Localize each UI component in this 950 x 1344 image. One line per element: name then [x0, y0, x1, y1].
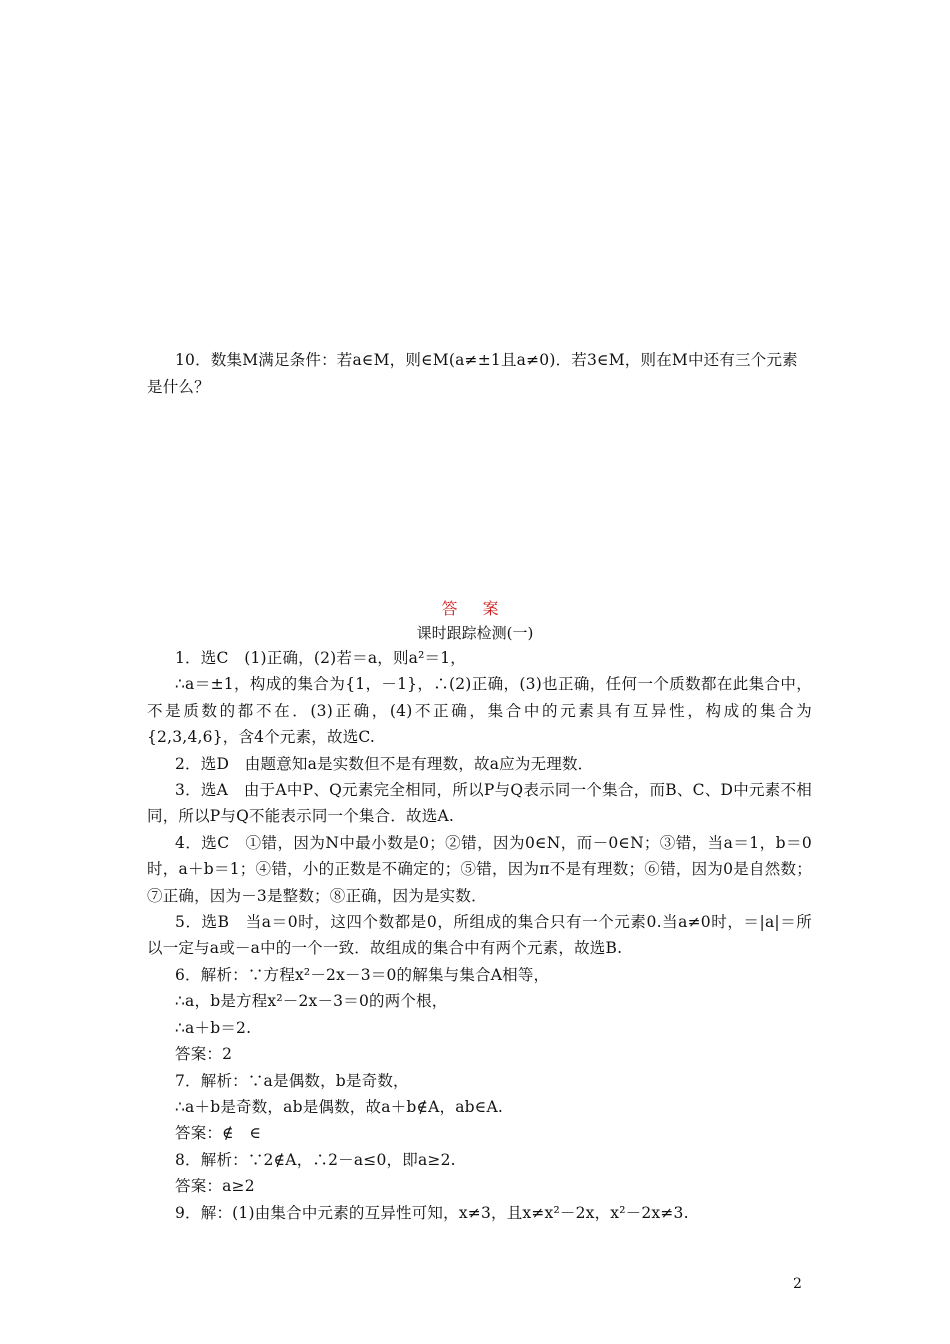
question-10-line2: 是什么？	[147, 378, 210, 396]
answer-item: 7．解析：∵a是偶数，b是奇数，	[175, 1071, 409, 1090]
answers-body	[147, 645, 812, 1226]
answers-subtitle: 课时跟踪检测(一)	[416, 624, 534, 642]
answer-item: 6．解析：∵方程x²－2x－3＝0的解集与集合A相等，	[175, 965, 550, 984]
answer-item: 答案：a≥2	[175, 1177, 255, 1196]
answer-item: ∴a，b是方程x²－2x－3＝0的两个根，	[175, 992, 448, 1011]
answer-item: 4．选C ①错，因为N中最小数是0；②错，因为0∈N，而－0∈N；③错，当a＝1，b＝0时，a＋b＝1；④错，小的正数是不确定的；⑤错，因为π不是有理数；⑥错，因为0是自然数；⑦正确，因为－3是整数；⑧正确，因为是实数．	[147, 833, 812, 905]
question-10	[147, 347, 812, 401]
answer-item: 答案：2	[175, 1045, 233, 1064]
answer-item: 答案：∉ ∈	[175, 1124, 262, 1143]
answer-item: ∴a＋b＝2.	[175, 1018, 252, 1037]
question-10-line1: 10．数集M满足条件：若a∈M，则∈M(a≠±1且a≠0)．若3∈M，则在M中还有三个元素	[175, 351, 798, 369]
answer-item: ∴a＋b是奇数，ab是偶数，故a＋b∉A，ab∈A.	[175, 1097, 503, 1116]
answer-item: 3．选A 由于A中P、Q元素完全相同，所以P与Q表示同一个集合，而B、C、D中元素不相同，所以P与Q不能表示同一个集合．故选A.	[147, 781, 812, 826]
answer-item: 9．解：(1)由集合中元素的互异性可知，x≠3，且x≠x²－2x，x²－2x≠3.	[175, 1203, 689, 1222]
answer-item: ∴a＝±1，构成的集合为{1，－1}，∴(2)正确，(3)也正确，任何一个质数都在此集合中，不是质数的都不在．(3)正确，(4)不正确，集合中的元素具有互异性，构成的集合为{2,3,4,6}，含4个元素，故选C.	[147, 675, 812, 747]
answer-item: 8．解析：∵2∉A，∴2－a≤0，即a≥2.	[175, 1150, 456, 1169]
answers-title: 答 案	[441, 599, 509, 618]
page-number: 2	[793, 1276, 802, 1292]
answer-item: 5．选B 当a＝0时，这四个数都是0，所组成的集合只有一个元素0.当a≠0时，＝|a|＝所以一定与a或－a中的一个一致．故组成的集合中有两个元素，故选B.	[147, 913, 812, 958]
answer-item: 1．选C (1)正确，(2)若＝a，则a²＝1，	[175, 649, 466, 667]
answer-item: 2．选D 由题意知a是实数但不是有理数，故a应为无理数．	[175, 754, 594, 773]
